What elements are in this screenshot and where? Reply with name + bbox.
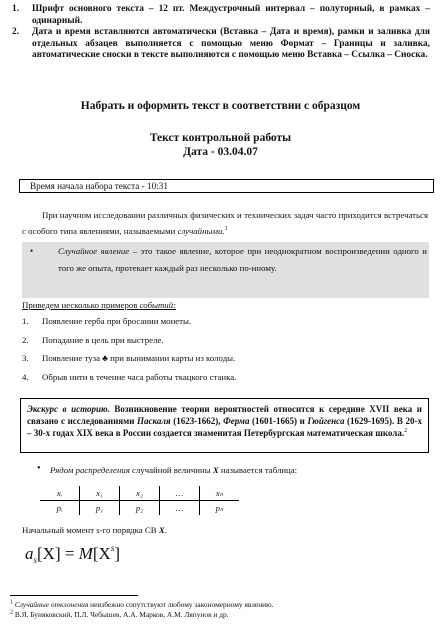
formula-a: a bbox=[25, 544, 34, 563]
formula-M: M bbox=[78, 544, 93, 563]
footnote-text: В.Я. Буняковский, П.Л. Чебышев, А.А. Марков, А.М. Ляпунов и др. bbox=[13, 610, 229, 619]
excursus-name-fermat: Ферма bbox=[223, 416, 250, 427]
excursus-text-3: (1601-1665) и bbox=[249, 416, 308, 427]
distribution-term: Рядом распределения bbox=[50, 465, 130, 475]
footnote-text: неизбежно сопутствуют любому закономерному явлению. bbox=[88, 600, 274, 609]
table-cell: p₂ bbox=[120, 501, 160, 516]
rule-item bbox=[10, 4, 430, 27]
moment-prefix: Начальный момент s-го порядка СВ bbox=[22, 525, 159, 535]
table-row bbox=[40, 501, 239, 516]
list-number: 3. bbox=[22, 353, 29, 363]
distribution-table bbox=[40, 486, 239, 515]
table-cell: … bbox=[160, 501, 200, 516]
rule-text: Дата и время вставляются автоматически (Вставка – Дата и время), рамки и заливка для отдельных абзацев выполняется с помощью меню Формат – Границы и заливка, автоматические сноски в тексте выполняются с помощью меню Вставка – Ссылка – Сноска. bbox=[32, 27, 430, 61]
bullet-icon: • bbox=[37, 463, 41, 474]
excursus-label: Экскурс в историю. bbox=[27, 404, 110, 414]
formula-rhs-close: ] bbox=[114, 544, 121, 563]
formula-sup-s: s bbox=[110, 543, 115, 553]
definition-term: Случайное явление bbox=[58, 246, 130, 256]
definition-text bbox=[58, 243, 427, 277]
list-number: 4. bbox=[22, 371, 29, 382]
rule-text: Шрифт основного текста – 12 пт. Междустрочный интервал – полуторный, в рамках – одинарный. bbox=[32, 4, 430, 26]
distribution-end: называется таблица: bbox=[218, 465, 298, 475]
excursus-text-1: Возникновение теории вероятностей относится к середине XVII века и связано с исследованиями bbox=[27, 404, 422, 427]
table-cell: … bbox=[160, 486, 200, 501]
excursus-name-huygens: Гюйгенса bbox=[307, 416, 345, 427]
task-heading: Набрать и оформить текст в соответствии с образцом bbox=[80, 100, 361, 112]
rule-item bbox=[10, 27, 430, 62]
footnote-term: Случайные отклонения bbox=[14, 600, 89, 609]
excursus-text-2: (1623-1662), bbox=[170, 416, 224, 427]
list-text: Обрыв нити в течение часа работы ткацкого станка. bbox=[42, 371, 237, 382]
document-date: Дата - 03.04.07 bbox=[183, 146, 258, 158]
examples-list bbox=[22, 315, 422, 389]
footnote-mark: 1 bbox=[10, 599, 13, 606]
footnote-ref-2[interactable]: 2 bbox=[404, 428, 408, 435]
footnote-1 bbox=[10, 600, 430, 609]
distribution-definition bbox=[50, 464, 297, 476]
intro-paragraph bbox=[22, 207, 428, 239]
list-item bbox=[22, 334, 422, 353]
footnote-ref-1[interactable]: 1 bbox=[224, 226, 228, 233]
examples-heading-prefix: Приведем несколько примеров bbox=[22, 300, 140, 310]
list-number: 2. bbox=[22, 334, 29, 345]
document-title: Текст контрольной работы bbox=[149, 132, 292, 144]
intro-term: случайными. bbox=[177, 226, 225, 236]
list-item bbox=[22, 371, 422, 390]
footnote-mark: 2 bbox=[10, 609, 13, 616]
definition-body: – это такое явление, которое при неоднократном воспроизведении одного и того же опыта, протекает каждый раз несколько по-иному. bbox=[58, 246, 427, 273]
examples-heading bbox=[22, 299, 176, 311]
formula-rhs-open: [X bbox=[92, 544, 111, 563]
distribution-var: X bbox=[212, 465, 219, 475]
list-item bbox=[22, 315, 422, 334]
history-excursus-box bbox=[20, 398, 429, 453]
start-time-box: Время начала набора текста - 10:31 bbox=[19, 179, 434, 193]
rule-number: 2. bbox=[12, 27, 20, 38]
table-cell: pᵢ bbox=[40, 501, 80, 516]
moment-var: X bbox=[158, 525, 165, 535]
moment-formula bbox=[25, 537, 120, 571]
table-cell: xₙ bbox=[200, 486, 240, 501]
examples-heading-term: событий: bbox=[139, 300, 177, 310]
footnote-2 bbox=[10, 610, 430, 619]
list-item bbox=[22, 352, 422, 371]
bullet-icon: • bbox=[30, 246, 34, 256]
table-cell: p₁ bbox=[80, 501, 120, 516]
formula-sub-s: s bbox=[33, 555, 38, 565]
table-cell: xᵢ bbox=[40, 486, 80, 501]
intro-text: При научном исследовании различных физических и технических задач часто приходится встречаться с особого типа явлениями, называемыми bbox=[22, 210, 428, 236]
moment-description bbox=[22, 524, 167, 536]
rule-number: 1. bbox=[12, 4, 20, 14]
moment-suffix: . bbox=[164, 525, 167, 535]
list-text: Появление туза ♣ при вынимании карты из колоды. bbox=[42, 353, 236, 363]
formula-equals: = bbox=[60, 544, 79, 563]
excursus-text-4: (1629-1695). В 20-х – 30-х годах XIX века в России создается знаменитая Петербургская математическая школа. bbox=[27, 416, 422, 439]
document-title-block bbox=[0, 131, 441, 159]
excursus-name-pascal: Паскаля bbox=[137, 416, 171, 427]
distribution-mid: случайной величины bbox=[129, 465, 213, 475]
table-cell: pₙ bbox=[215, 502, 224, 513]
footnote-separator bbox=[10, 595, 138, 596]
list-text: Появление герба при бросании монеты. bbox=[42, 316, 192, 326]
formatting-rules-list bbox=[10, 4, 430, 62]
formula-lhs-arg: [X] bbox=[37, 544, 61, 563]
table-cell: x₂ bbox=[120, 486, 160, 501]
list-number: 1. bbox=[22, 316, 29, 326]
table-cell: x₁ bbox=[80, 486, 120, 501]
table-row bbox=[40, 486, 239, 501]
list-text: Попадание в цель при выстреле. bbox=[42, 334, 164, 345]
